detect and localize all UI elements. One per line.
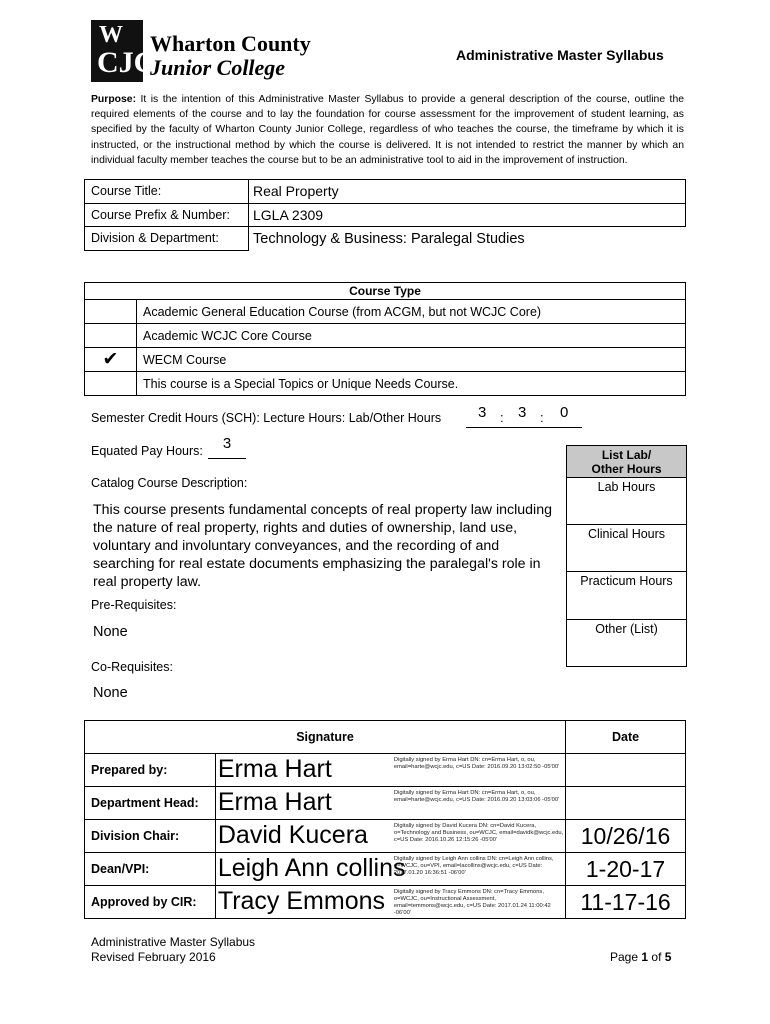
signature-cell xyxy=(215,754,565,787)
page-prefix: Page xyxy=(610,950,639,964)
digital-signature-details: Digitally signed by David Kucera DN: cn=David Kucera, o=Technology and Business, ou=WCJC, email=davidk@wcjc.edu, c=US Date: 2016.10.26 12:15:26 -05'00' xyxy=(393,823,564,843)
signature-role: Prepared by: xyxy=(85,754,216,787)
lecture-separator: : xyxy=(540,410,544,425)
other-hours-cell: Other (List) xyxy=(567,619,686,666)
prerequisites-label: Pre-Requisites: xyxy=(91,598,177,612)
sch-label: Semester Credit Hours (SCH): Lecture Hours: Lab/Other Hours xyxy=(91,411,442,425)
lab-heading-line1: List Lab/ xyxy=(601,448,652,462)
signature-row xyxy=(85,853,686,886)
footer-info xyxy=(91,935,255,965)
signature-table xyxy=(84,720,686,919)
corequisites-label: Co-Requisites: xyxy=(91,660,173,674)
page-total: 5 xyxy=(664,950,672,964)
logo-letters-top: W xyxy=(99,22,123,48)
course-info-row xyxy=(85,180,686,204)
sch-fields xyxy=(466,404,582,428)
signature-cell xyxy=(215,787,565,820)
digital-signature-details: Digitally signed by Leigh Ann collins DN: cn=Leigh Ann collins, o=WCJC, ou=VPI, email=lacollins@wcjc.edu, c=US Date: 2017.01.20 16:36:51 -06'00' xyxy=(393,856,554,876)
signature-row xyxy=(85,820,686,853)
college-name xyxy=(150,32,311,80)
lab-hours-box xyxy=(566,445,687,667)
course-type-row xyxy=(85,372,686,396)
signature-row xyxy=(85,787,686,820)
sch-value: 3 xyxy=(478,404,487,421)
course-prefix-label: Course Prefix & Number: xyxy=(85,203,249,227)
lab-other-hours-value: 0 xyxy=(560,404,569,421)
course-type-row xyxy=(85,300,686,324)
division-label: Division & Department: xyxy=(85,227,249,251)
course-type-checkbox xyxy=(85,372,137,396)
course-type-label: This course is a Special Topics or Unique Needs Course. xyxy=(137,372,686,396)
digital-signature-details: Digitally signed by Erma Hart DN: cn=Erma Hart, o, ou, email=harte@wcjc.edu, c=US Date: 2016.09.20 13:03:06 -05'00' xyxy=(393,790,560,803)
purpose-text: It is the intention of this Administrative Master Syllabus to provide a general description of the course, outline the required elements of the course and to lay the foundation for course assessment for the improvement of student learning, as specified by the faculty of Wharton County Junior College, regardless of who teaches the course, the timeframe by which it is instructed, or the instructional method by which the course is delivered. It is not intended to restrict the manner by which an individual faculty member teaches the course but to be an administrative tool to aid in the improvement of instruction. xyxy=(91,94,684,166)
signature-column-header: Signature xyxy=(85,721,566,754)
catalog-description-label: Catalog Course Description: xyxy=(91,476,248,490)
course-type-checkmark-icon: ✔ xyxy=(85,348,137,372)
signature-date: 10/26/16 xyxy=(566,820,686,853)
lab-heading-line2: Other Hours xyxy=(591,462,662,476)
signature-name: Tracy Emmons xyxy=(217,887,386,915)
course-type-row xyxy=(85,348,686,372)
signature-role: Approved by CIR: xyxy=(85,886,216,919)
footer-line2: Revised February 2016 xyxy=(91,950,216,964)
signature-name: David Kucera xyxy=(217,821,368,849)
equated-pay-hours-value: 3 xyxy=(208,435,246,459)
signature-name: Leigh Ann collins xyxy=(217,854,406,882)
college-logo-mark xyxy=(91,20,156,82)
digital-signature-details: Digitally signed by Erma Hart DN: cn=Erma Hart, o, ou, email=harte@wcjc.edu, c=US Date: 2016.09.20 13:02:50 -05'00' xyxy=(393,757,560,770)
signature-name: Erma Hart xyxy=(217,788,332,816)
corequisites-value: None xyxy=(93,685,128,701)
college-name-line1: Wharton County xyxy=(150,31,311,56)
signature-cell xyxy=(215,886,565,919)
college-name-line2: Junior College xyxy=(150,55,286,80)
signature-date: 11-17-16 xyxy=(566,886,686,919)
date-column-header: Date xyxy=(566,721,686,754)
signature-row xyxy=(85,754,686,787)
course-title-label: Course Title: xyxy=(85,180,249,204)
page-of: of xyxy=(651,950,662,964)
signature-cell xyxy=(215,853,565,886)
signature-date: 1-20-17 xyxy=(566,853,686,886)
footer-line1: Administrative Master Syllabus xyxy=(91,935,256,949)
signature-cell xyxy=(215,820,565,853)
logo-letters-bottom: CJC xyxy=(97,46,156,79)
course-title-value: Real Property xyxy=(249,180,686,204)
course-type-label: WECM Course xyxy=(137,348,686,372)
course-info-row xyxy=(85,227,686,251)
signature-row xyxy=(85,886,686,919)
lab-box-heading xyxy=(567,446,686,477)
page-number xyxy=(610,950,671,964)
course-type-heading: Course Type xyxy=(85,283,686,300)
practicum-hours-cell: Practicum Hours xyxy=(567,571,686,619)
course-type-row xyxy=(85,324,686,348)
course-type-label: Academic WCJC Core Course xyxy=(137,324,686,348)
signature-date xyxy=(566,754,686,787)
signature-role: Department Head: xyxy=(85,787,216,820)
course-type-label: Academic General Education Course (from ACGM, but not WCJC Core) xyxy=(137,300,686,324)
signature-role: Division Chair: xyxy=(85,820,216,853)
page-current: 1 xyxy=(641,950,649,964)
signature-name: Erma Hart xyxy=(217,755,332,783)
lecture-hours-value: 3 xyxy=(518,404,527,421)
purpose-paragraph xyxy=(91,92,684,168)
lab-hours-cell: Lab Hours xyxy=(567,477,686,524)
document-title: Administrative Master Syllabus xyxy=(456,47,664,63)
digital-signature-details: Digitally signed by Tracy Emmons DN: cn=Tracy Emmons, o=WCJC, ou=Instructional Assessment, email=temmons@wcjc.edu, c=US Date: 2017.01.24 11:00:42 -06'00' xyxy=(393,889,551,916)
course-info-row xyxy=(85,203,686,227)
purpose-label: Purpose: xyxy=(91,94,137,105)
sch-separator: : xyxy=(500,410,504,425)
course-type-checkbox xyxy=(85,300,137,324)
equated-pay-hours-label: Equated Pay Hours: xyxy=(91,444,203,458)
course-info-table xyxy=(84,179,686,251)
course-prefix-value: LGLA 2309 xyxy=(249,203,686,227)
signature-date xyxy=(566,787,686,820)
clinical-hours-cell: Clinical Hours xyxy=(567,524,686,571)
signature-role: Dean/VPI: xyxy=(85,853,216,886)
course-type-checkbox xyxy=(85,324,137,348)
course-type-table xyxy=(84,282,686,396)
prerequisites-value: None xyxy=(93,624,128,640)
division-value: Technology & Business: Paralegal Studies xyxy=(249,227,686,251)
catalog-description-text: This course presents fundamental concepts of real property law including the nature of real property, rights and duties of ownership, land use, voluntary and involuntary conveyances, and the recording of and searching for real estate documents emphasizing the paralegal's role in real property law. xyxy=(93,502,552,590)
